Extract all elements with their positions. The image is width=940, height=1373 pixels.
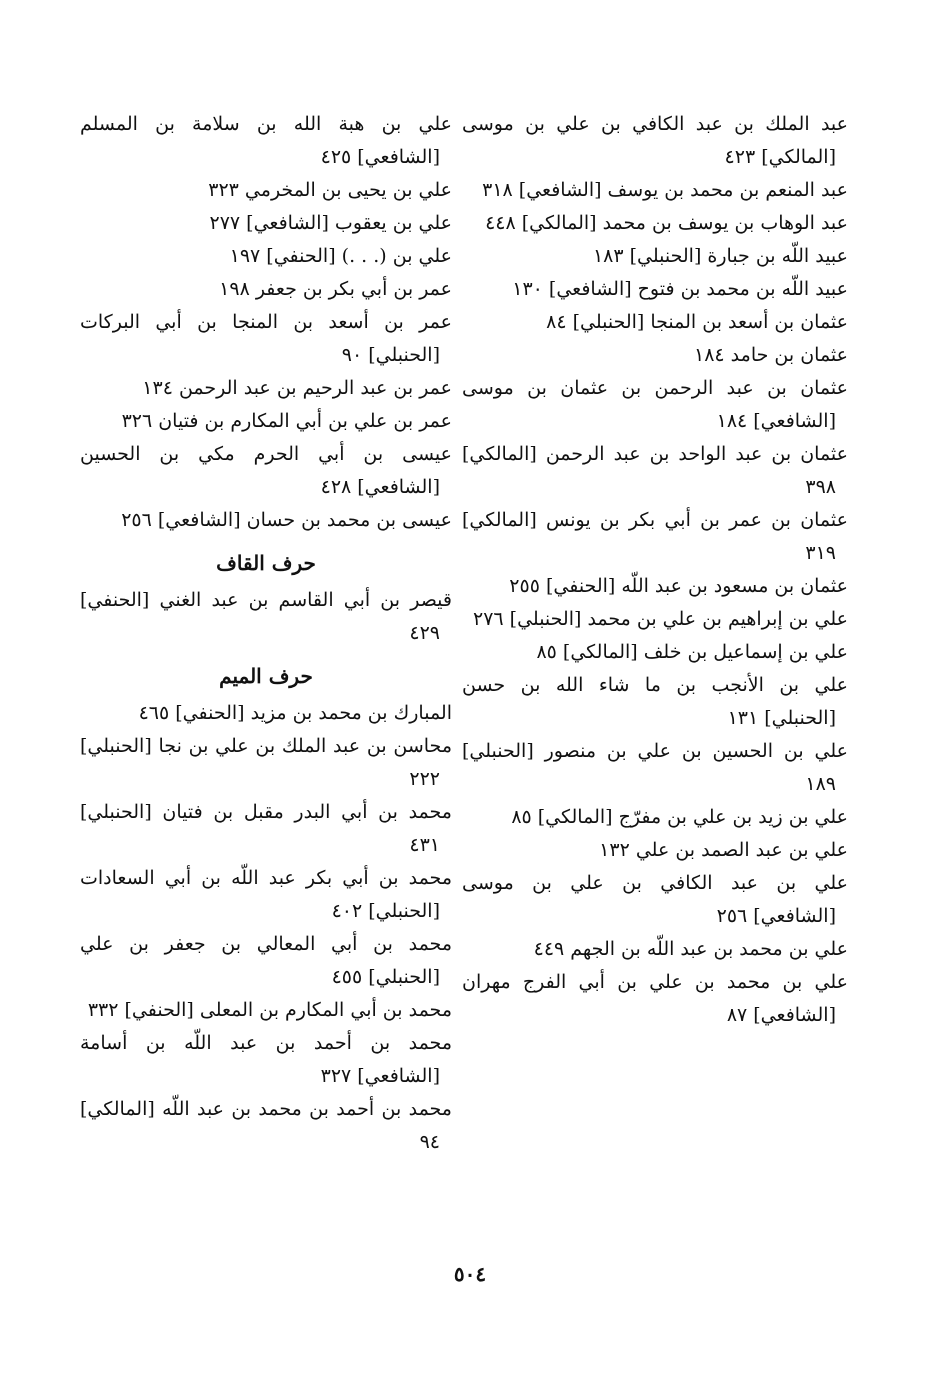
- index-entry: محمد بن أبي البدر مقبل بن فتيان [الحنبلي] ٤٣١: [80, 801, 452, 856]
- section-heading-mim: حرف الميم: [219, 664, 313, 688]
- index-entry: علي بن يعقوب [الشافعي] ٢٧٧: [209, 212, 452, 234]
- index-entry: علي بن عبد الصمد بن علي ١٣٢: [599, 839, 848, 861]
- index-entry: محمد بن أحمد بن عبد اللّه بن أسامة [الشافعي] ٣٢٧: [80, 1032, 452, 1087]
- index-entry: عمر بن أسعد بن المنجا بن أبي البركات [الحنبلي] ٩٠: [80, 311, 452, 366]
- index-entry: محاسن بن عبد الملك بن علي بن نجا [الحنبلي] ٢٢٢: [80, 735, 452, 790]
- index-entry: عثمان بن أسعد بن المنجا [الحنبلي] ٨٤: [546, 311, 848, 333]
- index-entry: علي بن محمد بن عبد اللّه بن الجهم ٤٤٩: [533, 938, 848, 960]
- index-entry: قيصر بن أبي القاسم بن عبد الغني [الحنفي] ٤٢٩: [80, 589, 452, 644]
- index-entry: المبارك بن محمد بن مزيد [الحنفي] ٤٦٥: [138, 702, 452, 724]
- index-entry: عمر بن أبي بكر بن جعفر ١٩٨: [219, 278, 452, 300]
- index-entry: عبد الملك بن عبد الكافي بن علي بن موسى [المالكي] ٤٢٣: [462, 113, 848, 168]
- index-column-left: [80, 108, 452, 1159]
- index-entry: علي بن إسماعيل بن خلف [المالكي] ٨٥: [536, 641, 848, 663]
- index-entry: محمد بن أبي المكارم بن المعلى [الحنفي] ٣٣٢: [87, 999, 452, 1021]
- index-entry: محمد بن أحمد بن محمد بن عبد اللّه [المالكي] ٩٤: [80, 1098, 452, 1153]
- index-entry: عيسى بن محمد بن حسان [الشافعي] ٢٥٦: [121, 509, 452, 531]
- index-entry: علي بن زيد بن علي بن مفرّج [المالكي] ٨٥: [511, 806, 848, 828]
- index-entry: عثمان بن مسعود بن عبد اللّه [الحنفي] ٢٥٥: [509, 575, 848, 597]
- index-entry: علي بن يحيى بن المخرمي ٣٢٣: [208, 179, 452, 201]
- page-number: ٥٠٤: [453, 1262, 487, 1286]
- index-entry: علي بن الحسين بن علي بن منصور [الحنبلي] ١٨٩: [462, 740, 848, 795]
- index-entry: عبيد اللّه بن جبارة [الحنبلي] ١٨٣: [592, 245, 848, 267]
- index-entry: محمد بن أبي بكر عبد اللّه بن أبي السعادات [الحنبلي] ٤٠٢: [80, 867, 452, 922]
- index-entry: عثمان بن حامد ١٨٤: [694, 344, 848, 366]
- index-column-right: [462, 108, 848, 1032]
- index-entry: عثمان بن عبد الواحد بن عبد الرحمن [المالكي] ٣٩٨: [462, 443, 848, 498]
- index-entry: عثمان بن عمر بن أبي بكر بن يونس [المالكي] ٣١٩: [462, 509, 848, 564]
- index-entry: علي بن (. . .) [الحنفي] ١٩٧: [229, 245, 452, 267]
- index-entry: علي بن إبراهيم بن علي بن محمد [الحنبلي] ٢٧٦: [473, 608, 848, 630]
- index-entry: علي بن هبة الله بن سلامة بن المسلم [الشافعي] ٤٢٥: [80, 113, 452, 168]
- index-entry: محمد بن أبي المعالي بن جعفر بن علي [الحنبلي] ٤٥٥: [80, 933, 452, 988]
- index-entry: علي بن الأنجب بن ما شاء الله بن حسن [الحنبلي] ١٣١: [462, 674, 848, 729]
- section-heading-qaf: حرف القاف: [216, 551, 316, 575]
- index-entry: عثمان بن عبد الرحمن بن عثمان بن موسى [الشافعي] ١٨٤: [462, 377, 848, 432]
- index-entry: عبد الوهاب بن يوسف بن محمد [المالكي] ٤٤٨: [485, 212, 848, 234]
- index-entry: علي بن محمد بن علي بن أبي الفرج مهران [الشافعي] ٨٧: [462, 971, 848, 1026]
- index-entry: عيسى بن أبي الحرم مكي بن الحسين [الشافعي] ٤٢٨: [80, 443, 452, 498]
- index-entry: عبيد اللّه بن محمد بن فتوح [الشافعي] ١٣٠: [512, 278, 848, 300]
- index-entry: عمر بن علي بن أبي المكارم بن فتيان ٣٢٦: [121, 410, 452, 432]
- index-entry: عمر بن عبد الرحيم بن عبد الرحمن ١٣٤: [142, 377, 452, 399]
- index-entry: عبد المنعم بن محمد بن يوسف [الشافعي] ٣١٨: [482, 179, 848, 201]
- index-entry: علي بن عبد الكافي بن علي بن موسى [الشافعي] ٢٥٦: [462, 872, 848, 927]
